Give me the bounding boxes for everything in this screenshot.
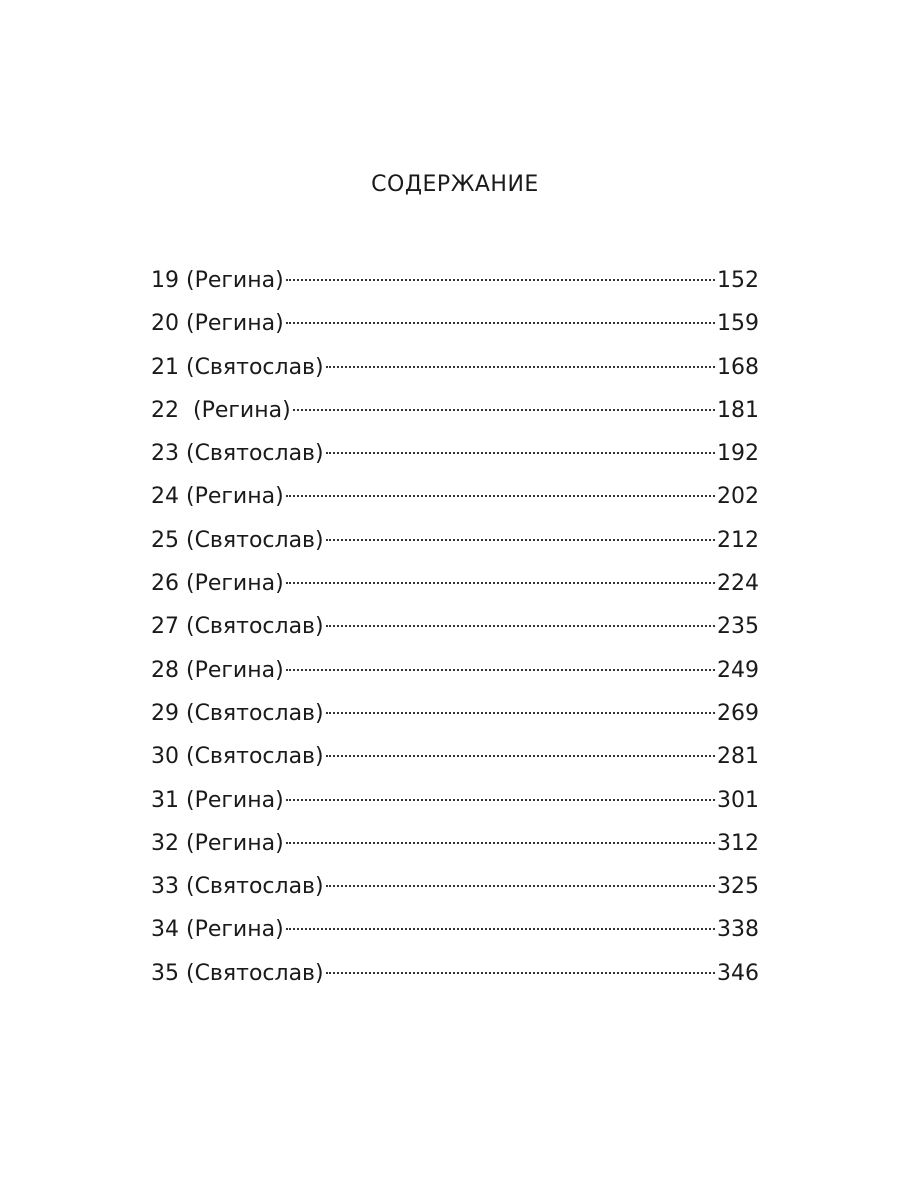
dot-leader (326, 972, 715, 974)
toc-entry (151, 649, 759, 692)
dot-leader (326, 712, 715, 714)
toc-entry-label: 21 (Святослав) (151, 354, 324, 380)
dot-leader (326, 755, 715, 757)
dot-leader (293, 409, 715, 411)
toc-entry-page-number: 346 (717, 960, 759, 986)
dot-leader (326, 885, 715, 887)
toc-entry (151, 822, 759, 865)
toc-entry-page-number: 202 (717, 484, 759, 510)
toc-entry-page-number: 212 (717, 527, 759, 553)
toc-entry (151, 605, 759, 648)
toc-entry-label: 19 (Регина) (151, 268, 284, 293)
toc-entry (151, 389, 759, 432)
table-of-contents (151, 259, 759, 995)
toc-entry-label: 23 (Святослав) (151, 441, 324, 467)
dot-leader (326, 625, 715, 627)
toc-entry-page-number: 249 (717, 657, 759, 683)
toc-entry-label: 27 (Святослав) (151, 614, 324, 640)
dot-leader (286, 582, 715, 584)
dot-leader (286, 842, 715, 844)
toc-entry-label: 24 (Регина) (151, 484, 284, 510)
page-title: СОДЕРЖАНИЕ (371, 172, 539, 197)
toc-entry (151, 302, 759, 345)
toc-entry-label: 31 (Регина) (151, 787, 284, 813)
toc-entry (151, 346, 759, 389)
dot-leader (326, 452, 715, 454)
toc-entry-label: 28 (Регина) (151, 657, 284, 683)
dot-leader (286, 799, 715, 801)
toc-entry-label: 30 (Святослав) (151, 744, 324, 770)
toc-entry-label: 22 (Регина) (151, 397, 291, 423)
toc-entry-page-number: 224 (717, 571, 759, 597)
toc-entry-page-number: 325 (717, 874, 759, 900)
dot-leader (286, 495, 715, 497)
toc-entry (151, 562, 759, 605)
toc-entry-label: 35 (Святослав) (151, 960, 324, 986)
toc-entry (151, 519, 759, 562)
toc-entry-page-number: 235 (717, 614, 759, 640)
toc-entry (151, 735, 759, 778)
toc-entry (151, 259, 759, 302)
toc-entry-page-number: 168 (717, 354, 759, 380)
toc-entry-page-number: 192 (717, 441, 759, 467)
dot-leader (286, 928, 715, 930)
toc-entry-page-number: 152 (717, 268, 759, 293)
dot-leader (286, 669, 715, 671)
toc-entry (151, 908, 759, 951)
toc-entry-label: 26 (Регина) (151, 571, 284, 597)
toc-entry-page-number: 159 (717, 311, 759, 337)
toc-entry-page-number: 181 (717, 397, 759, 423)
toc-entry-page-number: 312 (717, 830, 759, 856)
toc-entry-page-number: 269 (717, 700, 759, 726)
toc-entry (151, 779, 759, 822)
dot-leader (286, 279, 715, 281)
toc-entry-label: 32 (Регина) (151, 830, 284, 856)
dot-leader (326, 539, 715, 541)
toc-entry (151, 692, 759, 735)
toc-entry-label: 33 (Святослав) (151, 874, 324, 900)
toc-entry-label: 29 (Святослав) (151, 700, 324, 726)
toc-entry (151, 432, 759, 475)
toc-entry-label: 25 (Святослав) (151, 527, 324, 553)
toc-entry-label: 34 (Регина) (151, 917, 284, 943)
dot-leader (326, 366, 715, 368)
toc-entry-page-number: 338 (717, 917, 759, 943)
dot-leader (286, 322, 715, 324)
toc-entry (151, 475, 759, 518)
toc-entry (151, 865, 759, 908)
toc-entry (151, 952, 759, 995)
toc-entry-page-number: 281 (717, 744, 759, 770)
toc-entry-page-number: 301 (717, 787, 759, 813)
toc-entry-label: 20 (Регина) (151, 311, 284, 337)
